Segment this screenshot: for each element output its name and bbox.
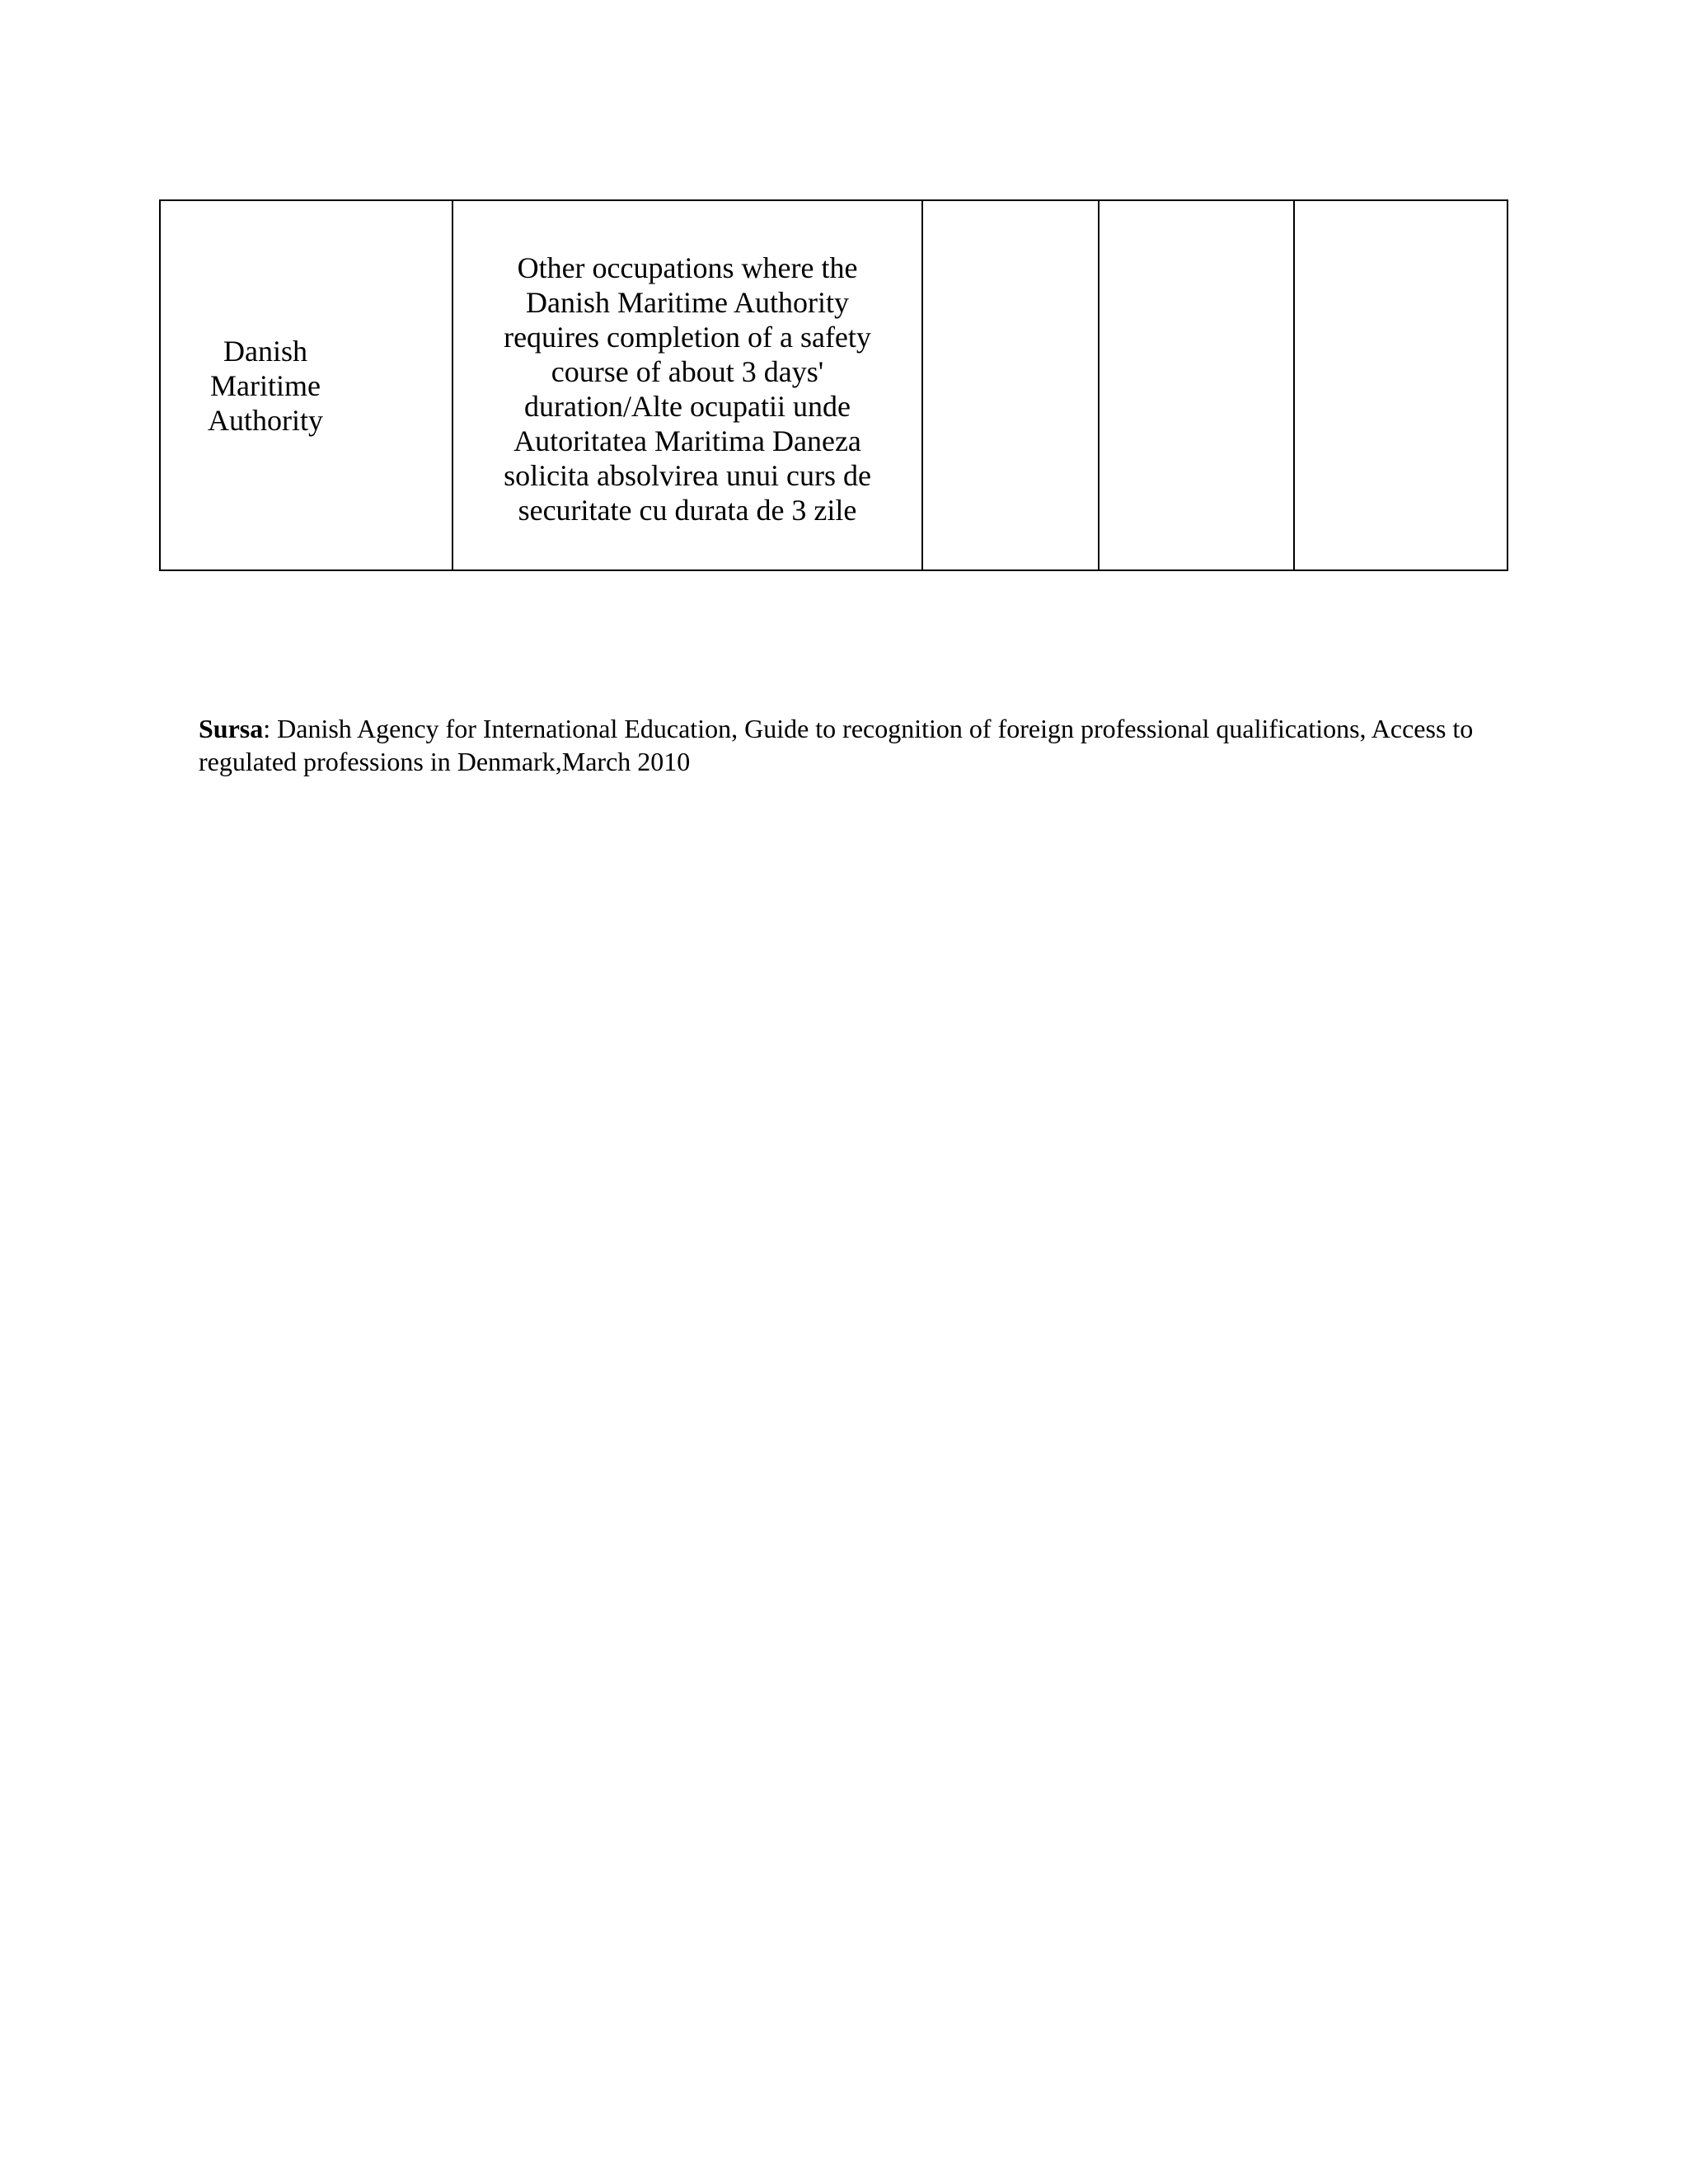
source-text: Danish Agency for International Education, Guide to recognition of foreign professional qualifications, Access to regulated professions in Denmark,March 2010 (199, 714, 1474, 776)
table-row (160, 200, 1507, 570)
source-label: Sursa (199, 714, 264, 743)
empty-cell-5 (1294, 200, 1507, 570)
occupation-cell (452, 200, 922, 570)
source-note (199, 712, 1534, 778)
authority-text: Danish Maritime Authority (208, 334, 323, 437)
source-separator: : (263, 714, 278, 743)
regulated-professions-table (159, 199, 1508, 571)
empty-cell-4 (1099, 200, 1294, 570)
authority-cell (160, 200, 452, 570)
occupation-text: Other occupations where the Danish Maritime Authority requires completion of a safety course of about 3 days' duration/Alte ocupatii unde Autoritatea Maritima Daneza solicita absolvirea unui curs de securitate cu durata de 3 zile (504, 251, 871, 527)
empty-cell-3 (922, 200, 1099, 570)
